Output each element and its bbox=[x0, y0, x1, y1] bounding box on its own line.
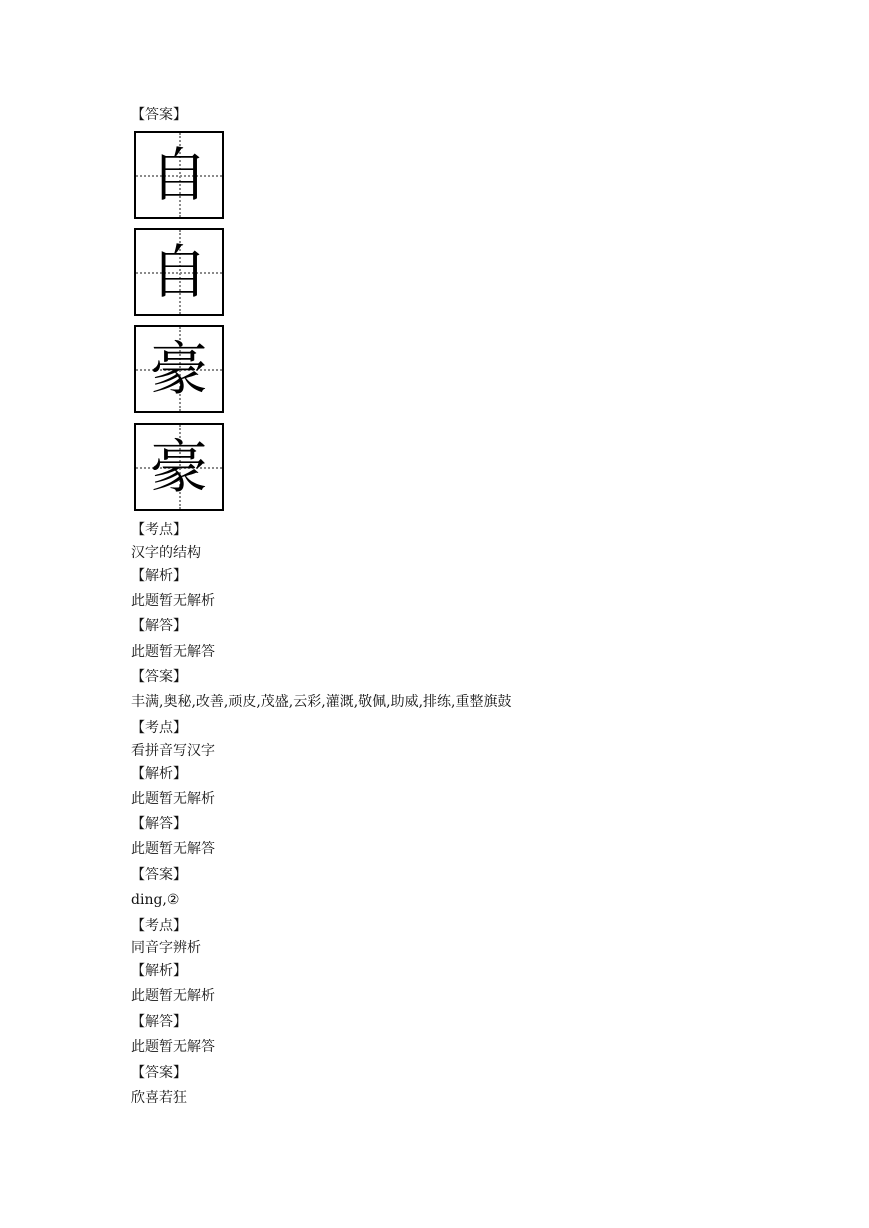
analysis-text: 此题暂无解析 bbox=[131, 791, 215, 807]
analysis-label: 【解析】 bbox=[131, 963, 187, 979]
tianzige-box-3 bbox=[134, 325, 222, 413]
solution-label: 【解答】 bbox=[131, 1014, 187, 1030]
analysis-text: 此题暂无解析 bbox=[131, 988, 215, 1004]
answer-text: 欣喜若狂 bbox=[131, 1090, 187, 1106]
analysis-label: 【解析】 bbox=[131, 568, 187, 584]
tianzige-box-1 bbox=[134, 131, 222, 219]
answer-label: 【答案】 bbox=[131, 1065, 187, 1081]
grid-character: 自 bbox=[149, 141, 208, 209]
analysis-label: 【解析】 bbox=[131, 766, 187, 782]
answer-text: ding,② bbox=[131, 892, 180, 908]
solution-label: 【解答】 bbox=[131, 816, 187, 832]
point-label: 【考点】 bbox=[131, 720, 187, 736]
solution-text: 此题暂无解答 bbox=[131, 644, 215, 660]
point-text: 同音字辨析 bbox=[131, 940, 201, 956]
analysis-text: 此题暂无解析 bbox=[131, 593, 215, 609]
point-text: 看拼音写汉字 bbox=[131, 743, 215, 759]
answer-label: 【答案】 bbox=[131, 669, 187, 685]
solution-label: 【解答】 bbox=[131, 618, 187, 634]
tianzige-box-4 bbox=[134, 423, 222, 511]
grid-character: 自 bbox=[149, 238, 208, 306]
answer-text: 丰满,奥秘,改善,顽皮,茂盛,云彩,灌溉,敬佩,助威,排练,重整旗鼓 bbox=[131, 694, 512, 710]
answer-label: 【答案】 bbox=[131, 867, 187, 883]
tianzige-box-2 bbox=[134, 228, 222, 316]
point-label: 【考点】 bbox=[131, 918, 187, 934]
point-text: 汉字的结构 bbox=[131, 545, 201, 561]
solution-text: 此题暂无解答 bbox=[131, 841, 215, 857]
point-label: 【考点】 bbox=[131, 522, 187, 538]
answer-label: 【答案】 bbox=[131, 107, 187, 123]
grid-character: 豪 bbox=[149, 433, 208, 501]
grid-character: 豪 bbox=[149, 335, 208, 403]
solution-text: 此题暂无解答 bbox=[131, 1039, 215, 1055]
